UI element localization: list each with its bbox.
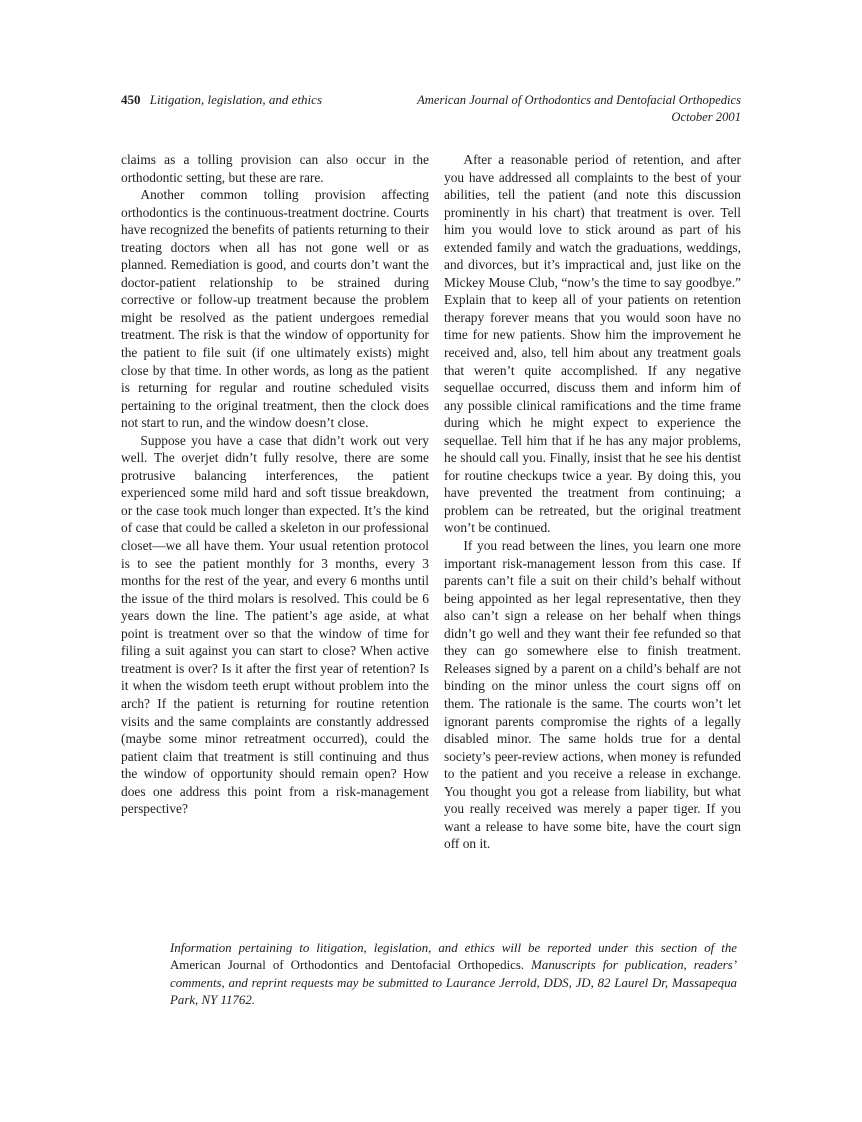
section-title: Litigation, legislation, and ethics	[149, 92, 322, 107]
issue-date: October 2001	[671, 109, 741, 124]
submission-note-contact: Manuscripts for publication, readers’ comments, and reprint requests may be submitted to Laurance Jerrold, DDS, JD, 82 Laurel Dr, Massapequa Park, NY 11762.	[170, 958, 737, 1008]
running-head-left	[121, 92, 322, 108]
paragraph: Suppose you have a case that didn’t work out very well. The overjet didn’t fully resolve, there are some protrusive balancing interferences, the patient experienced some mild hard and soft tissue breakdown, or the case took much longer than expected. It’s the kind of case that could be called a skeleton in our professional closet—we all have them. Your usual retention protocol is to see the patient monthly for 3 months, every 3 months for the rest of the year, and every 6 months until the issue of the third molars is resolved. This could be 6 years down the line. The patient’s age aside, at what point is treatment over so that the window of time for filing a suit against you can start to close? When active treatment is over? Is it after the first year of retention? Is it when the wisdom teeth erupt without problem into the arch? If the patient is returning for routine retention visits and the same complaints are constantly addressed (maybe some minor retreatment occurred), could the patient claim that treatment is still continuing and thus the window of opportunity should remain open? How does one address this point from a risk-management perspective?	[121, 432, 429, 817]
running-head	[121, 92, 741, 125]
paragraph: claims as a tolling provision can also occur in the orthodontic setting, but these are rare.	[121, 152, 429, 185]
submission-note-journal-name: American Journal of Orthodontics and Dentofacial Orthopedics.	[170, 958, 525, 973]
paragraph: Another common tolling provision affecting orthodontics is the continuous-treatment doctrine. Courts have recognized the benefits of patients returning to their treating doctors when all has not gone well or as planned. Remediation is good, and courts don’t want the doctor-patient relationship to be strained during corrective or follow-up treatment because the problem might be resolved as the patient undergoes remedial treatment. The risk is that the window of opportunity for the patient to file suit (if one ultimately exists) might close by that time. In other words, as long as the patient is returning for regular and routine scheduled visits pertaining to the original treatment, then the clock does not start to run, and the window doesn’t close.	[121, 187, 429, 431]
left-column	[121, 151, 429, 853]
submission-note	[170, 940, 737, 1010]
paragraph: If you read between the lines, you learn one more important risk-management lesson from this case. If parents can’t file a suit on their child’s behalf without being appointed as her legal representative, then they also can’t sign a release on her behalf when things didn’t go well and they want their fee refunded so that they can go somewhere else to finish treatment. Releases signed by a parent on a child’s behalf are not binding on the minor unless the court signs off on them. The rationale is the same. The courts won’t let ignorant parents compromise the rights of a legally disabled minor. The same holds true for a dental society’s peer-review actions, when money is refunded to the patient and you receive a release in exchange. You thought you got a release from liability, but what you really received was merely a paper tiger. If you want a release to have some bite, have the court sign off on it.	[444, 538, 741, 852]
running-head-right	[417, 92, 741, 125]
submission-note-text: Information pertaining to litigation, legislation, and ethics will be reported under this section of the	[170, 941, 737, 955]
journal-name: American Journal of Orthodontics and Dentofacial Orthopedics	[417, 93, 741, 107]
article-body	[121, 151, 741, 853]
paragraph: After a reasonable period of retention, and after you have addressed all complaints to the best of your abilities, tell the patient (and note this discussion prominently in his chart) that treatment is over. Tell him you would love to stick around as part of his extended family and watch the graduations, weddings, and divorces, but it’s impractical and, just like on the Mickey Mouse Club, “now’s the time to say goodbye.” Explain that to keep all of your patients on retention therapy forever means that you would soon have no time for new patients. Show him the improvement he received and, also, tell him about any treatment goals that weren’t quite accomplished. If any negative sequellae occurred, discuss them and inform him of any possible clinical ramifications and the time frame during which he might expect to experience the sequellae. Tell him that if he has any major problems, he should call you. Finally, insist that he see his dentist for routine checkups twice a year. By doing this, you have prevented the treatment from continuing; a problem can be retreated, but the original treatment won’t be continued.	[444, 152, 741, 536]
page-number: 450	[121, 92, 141, 107]
right-column	[444, 151, 741, 853]
